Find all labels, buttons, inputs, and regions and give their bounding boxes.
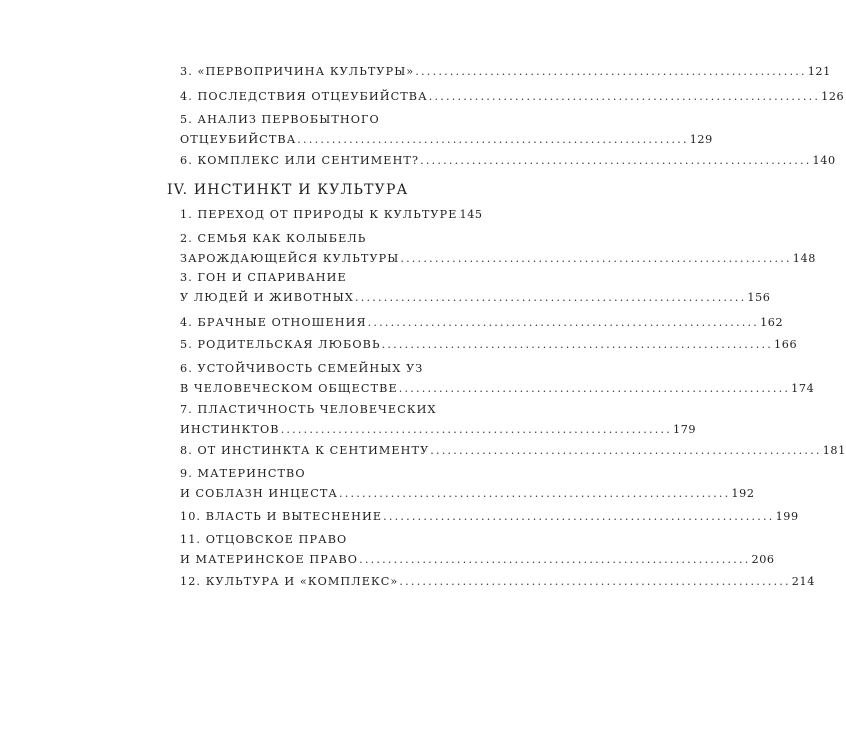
section-heading: IV. ИНСТИНКТ И КУЛЬТУРА <box>167 182 409 198</box>
toc-entry-title: У ЛЮДЕЙ И ЖИВОТНЫХ <box>180 291 354 304</box>
toc-entry: 3. «ПЕРВОПРИЧИНА КУЛЬТУРЫ» .................................................................... 121 <box>180 62 468 82</box>
toc-entry-title-line1: 7. ПЛАСТИЧНОСТЬ ЧЕЛОВЕЧЕСКИХ <box>180 403 437 416</box>
toc-entry-page: 148 <box>792 252 816 265</box>
toc-entry: 6. КОМПЛЕКС ИЛИ СЕНТИМЕНТ? .................................................................... 140 <box>180 151 468 171</box>
toc-entry: 3. ГОН И СПАРИВАНИЕ У ЛЮДЕЙ И ЖИВОТНЫХ .................................................................... 156 <box>180 268 468 308</box>
toc-entry-title-line1: 2. СЕМЬЯ КАК КОЛЫБЕЛЬ <box>180 232 367 245</box>
toc-entry-page: 214 <box>791 575 815 588</box>
toc-entry-page: 126 <box>821 90 845 103</box>
toc-entry-title: ЗАРОЖДАЮЩЕЙСЯ КУЛЬТУРЫ <box>180 252 400 265</box>
toc-entry-page: 199 <box>775 510 799 523</box>
toc-entry-title: 8. ОТ ИНСТИНКТА К СЕНТИМЕНТУ <box>180 444 430 457</box>
toc-entry-title-line1: 5. АНАЛИЗ ПЕРВОБЫТНОГО <box>180 113 380 126</box>
toc-entry-page: 192 <box>731 487 755 500</box>
toc-entry-title: И МАТЕРИНСКОЕ ПРАВО <box>180 553 359 566</box>
toc-entry: 2. СЕМЬЯ КАК КОЛЫБЕЛЬ ЗАРОЖДАЮЩЕЙСЯ КУЛЬТУРЫ .................................................................... 148 <box>180 229 468 269</box>
toc-entry: 8. ОТ ИНСТИНКТА К СЕНТИМЕНТУ .................................................................... 181 <box>180 441 468 461</box>
toc-entry-title-line1: 11. ОТЦОВСКОЕ ПРАВО <box>180 533 348 546</box>
toc-entry-title-line1: 3. ГОН И СПАРИВАНИЕ <box>180 271 347 284</box>
toc-entry: 5. АНАЛИЗ ПЕРВОБЫТНОГО ОТЦЕУБИЙСТВА .................................................................... 129 <box>180 110 468 150</box>
toc-entry-title: 4. БРАЧНЫЕ ОТНОШЕНИЯ <box>180 316 367 329</box>
toc-entry-title-line1: 6. УСТОЙЧИВОСТЬ СЕМЕЙНЫХ УЗ <box>180 362 424 375</box>
toc-entry: 6. УСТОЙЧИВОСТЬ СЕМЕЙНЫХ УЗ В ЧЕЛОВЕЧЕСКОМ ОБЩЕСТВЕ .................................................................... 174 <box>180 359 468 399</box>
toc-entry-page: 140 <box>812 154 836 167</box>
toc-entry-page: 145 <box>459 208 483 221</box>
toc-entry: 7. ПЛАСТИЧНОСТЬ ЧЕЛОВЕЧЕСКИХ ИНСТИНКТОВ .................................................................... 179 <box>180 400 468 440</box>
toc-entry-page: 162 <box>760 316 784 329</box>
toc-entry-page: 156 <box>747 291 771 304</box>
toc-entry-title: ОТЦЕУБИЙСТВА <box>180 133 297 146</box>
toc-entry-title: В ЧЕЛОВЕЧЕСКОМ ОБЩЕСТВЕ <box>180 382 398 395</box>
toc-entry: 12. КУЛЬТУРА И «КОМПЛЕКС» .................................................................... 214 <box>180 572 468 592</box>
toc-entry-title: ИНСТИНКТОВ <box>180 423 280 436</box>
toc-entry-title: 4. ПОСЛЕДСТВИЯ ОТЦЕУБИЙСТВА <box>180 90 428 103</box>
toc-entry-title: 6. КОМПЛЕКС ИЛИ СЕНТИМЕНТ? <box>180 154 420 167</box>
toc-entry: 9. МАТЕРИНСТВО И СОБЛАЗН ИНЦЕСТА .................................................................... 192 <box>180 464 468 504</box>
toc-entry-page: 206 <box>751 553 775 566</box>
toc-entry <box>180 205 483 225</box>
toc-entry: 10. ВЛАСТЬ И ВЫТЕСНЕНИЕ .................................................................... 199 <box>180 507 468 527</box>
toc-entry-title: 12. КУЛЬТУРА И «КОМПЛЕКС» <box>180 575 399 588</box>
toc-entry-title: И СОБЛАЗН ИНЦЕСТА <box>180 487 338 500</box>
toc-entry-page: 174 <box>791 382 815 395</box>
toc-entry-page: 166 <box>774 338 798 351</box>
toc-entry: 11. ОТЦОВСКОЕ ПРАВО И МАТЕРИНСКОЕ ПРАВО .................................................................... 206 <box>180 530 468 570</box>
toc-entry-page: 121 <box>807 65 831 78</box>
toc-entry-page: 179 <box>672 423 697 436</box>
toc-entry: 4. БРАЧНЫЕ ОТНОШЕНИЯ .................................................................... 162 <box>180 313 468 333</box>
toc-entry: 5. РОДИТЕЛЬСКАЯ ЛЮБОВЬ .................................................................... 166 <box>180 335 468 355</box>
toc-entry-page: 129 <box>689 133 713 146</box>
toc-entry-title-line1: 9. МАТЕРИНСТВО <box>180 467 306 480</box>
toc-entry: 4. ПОСЛЕДСТВИЯ ОТЦЕУБИЙСТВА .................................................................... 126 <box>180 87 468 107</box>
toc-entry-title: 3. «ПЕРВОПРИЧИНА КУЛЬТУРЫ» <box>180 65 415 78</box>
toc-entry-title: 1. ПЕРЕХОД ОТ ПРИРОДЫ К КУЛЬТУРЕ <box>180 208 458 221</box>
toc-entry-title: 10. ВЛАСТЬ И ВЫТЕСНЕНИЕ <box>180 510 383 523</box>
toc-entry-page: 181 <box>822 444 846 457</box>
toc-entry-title: 5. РОДИТЕЛЬСКАЯ ЛЮБОВЬ <box>180 338 381 351</box>
